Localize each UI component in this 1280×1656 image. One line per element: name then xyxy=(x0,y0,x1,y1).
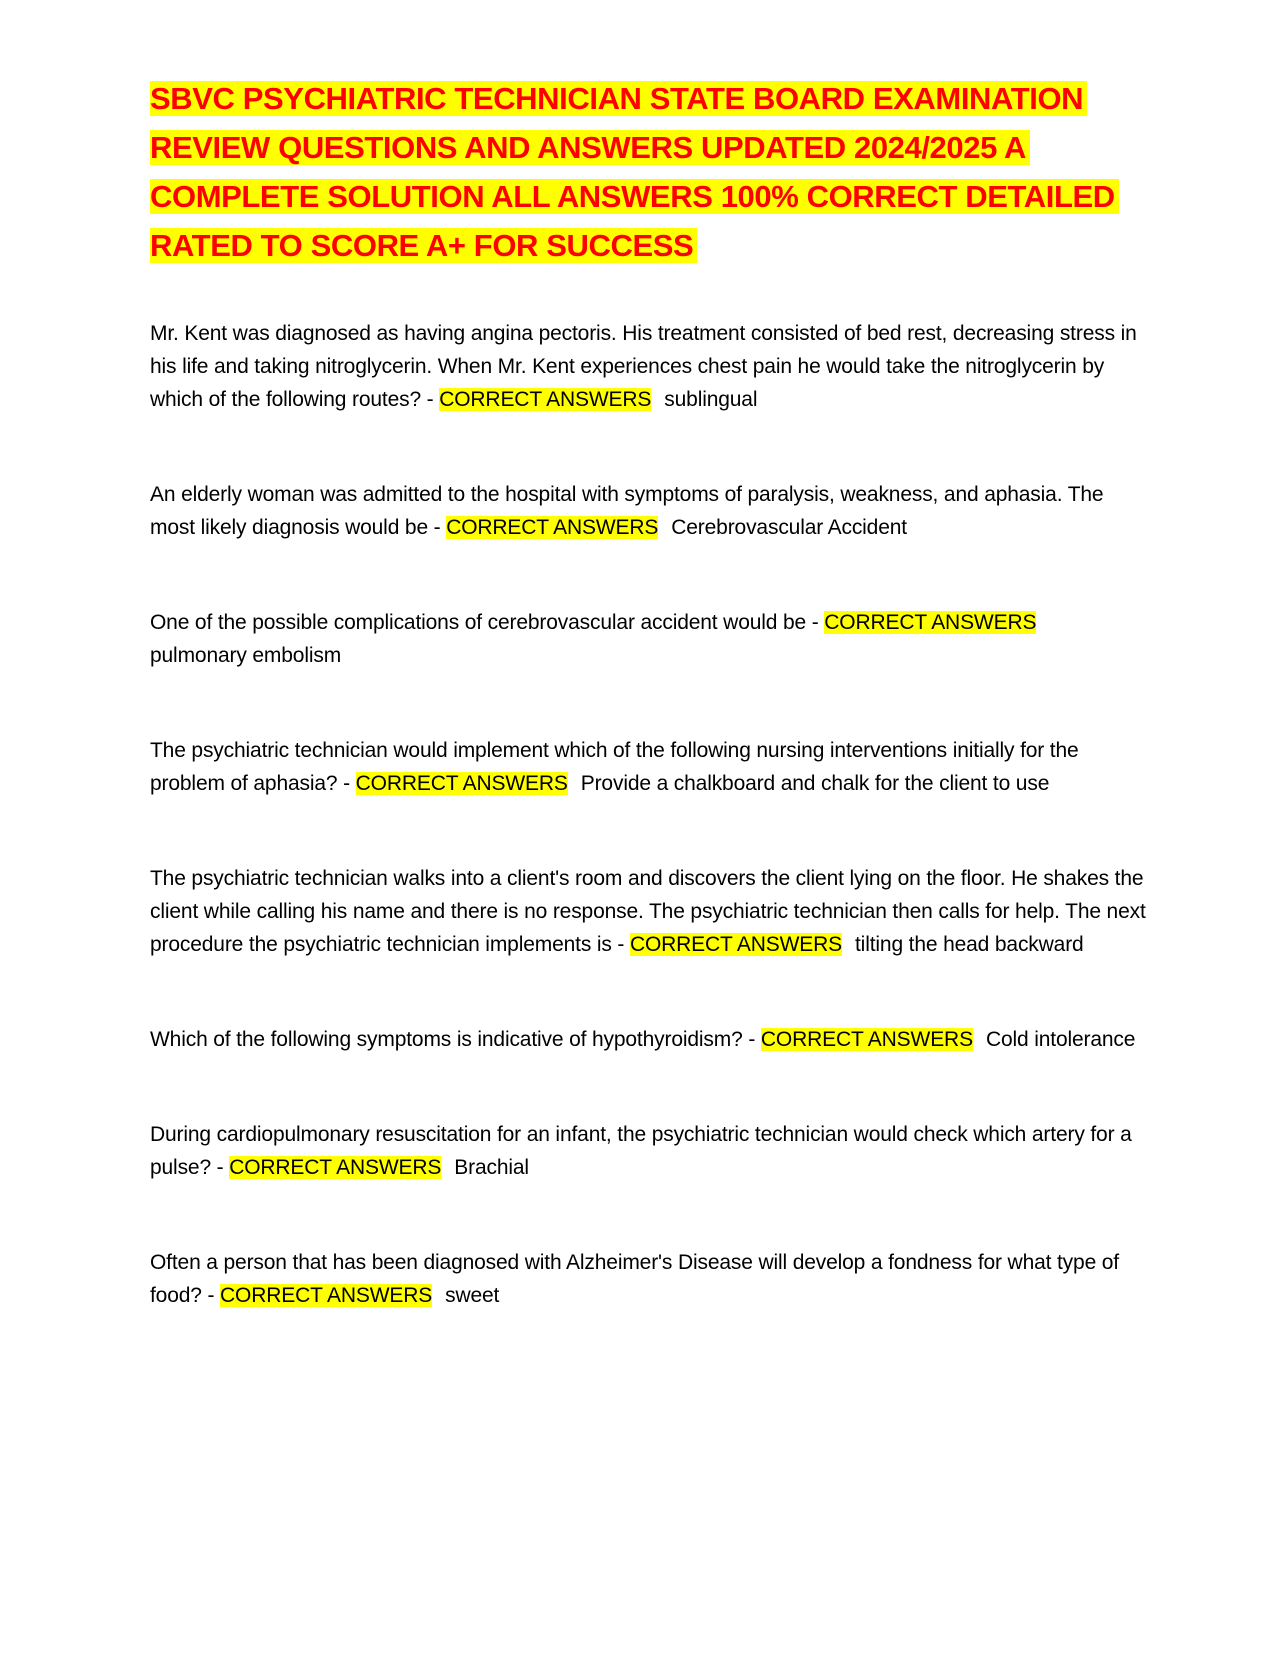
answer-text: sweet xyxy=(445,1284,500,1307)
qa-item-3 xyxy=(150,606,1150,672)
qa-item-2 xyxy=(150,478,1150,544)
question-text: The psychiatric technician would implement which of the following nursing interventions initially for the problem of aphasia? - xyxy=(150,739,1079,795)
qa-item-6 xyxy=(150,1023,1150,1056)
correct-answers-label: CORRECT ANSWERS xyxy=(824,611,1037,634)
correct-answers-label: CORRECT ANSWERS xyxy=(355,772,568,795)
document-title-text: SBVC PSYCHIATRIC TECHNICIAN STATE BOARD EXAMINATION REVIEW QUESTIONS AND ANSWERS UPDATED 2024/2025 A COMPLETE SOLUTION ALL ANSWERS 100% CORRECT DETAILED RATED TO SCORE A+ FOR SUCCESS xyxy=(150,81,1119,263)
question-text: Which of the following symptoms is indicative of hypothyroidism? - xyxy=(150,1028,756,1051)
qa-item-5 xyxy=(150,862,1150,961)
answer-text: tilting the head backward xyxy=(855,933,1084,956)
question-text: The psychiatric technician walks into a client's room and discovers the client lying on the floor. He shakes the client while calling his name and there is no response. The psychiatric technician then calls for help. The next procedure the psychiatric technician implements is - xyxy=(150,867,1146,956)
answer-text: Cold intolerance xyxy=(985,1028,1136,1051)
question-text: An elderly woman was admitted to the hospital with symptoms of paralysis, weakness, and aphasia. The most likely diagnosis would be - xyxy=(150,483,1104,539)
qa-item-7 xyxy=(150,1118,1150,1184)
qa-item-4 xyxy=(150,734,1150,800)
document-page xyxy=(150,74,1150,1312)
document-title xyxy=(150,74,1150,270)
question-text: Often a person that has been diagnosed with Alzheimer's Disease will develop a fondness for what type of food? - xyxy=(150,1251,1119,1307)
correct-answers-label: CORRECT ANSWERS xyxy=(446,516,659,539)
question-text: During cardiopulmonary resuscitation for an infant, the psychiatric technician would check which artery for a pulse? - xyxy=(150,1123,1132,1179)
correct-answers-label: CORRECT ANSWERS xyxy=(760,1028,973,1051)
answer-text: pulmonary embolism xyxy=(150,644,342,667)
correct-answers-label: CORRECT ANSWERS xyxy=(220,1284,433,1307)
correct-answers-label: CORRECT ANSWERS xyxy=(629,933,842,956)
answer-text: Provide a chalkboard and chalk for the client to use xyxy=(580,772,1050,795)
correct-answers-label: CORRECT ANSWERS xyxy=(439,388,652,411)
correct-answers-label: CORRECT ANSWERS xyxy=(229,1156,442,1179)
answer-text: sublingual xyxy=(664,388,758,411)
question-text: One of the possible complications of cerebrovascular accident would be - xyxy=(150,611,819,634)
qa-item-1 xyxy=(150,317,1150,416)
answer-text: Cerebrovascular Accident xyxy=(671,516,907,539)
question-text: Mr. Kent was diagnosed as having angina pectoris. His treatment consisted of bed rest, decreasing stress in his life and taking nitroglycerin. When Mr. Kent experiences chest pain he would take the nitroglycerin by which of the following routes? - xyxy=(150,322,1137,411)
answer-text: Brachial xyxy=(454,1156,529,1179)
qa-item-8 xyxy=(150,1246,1150,1312)
